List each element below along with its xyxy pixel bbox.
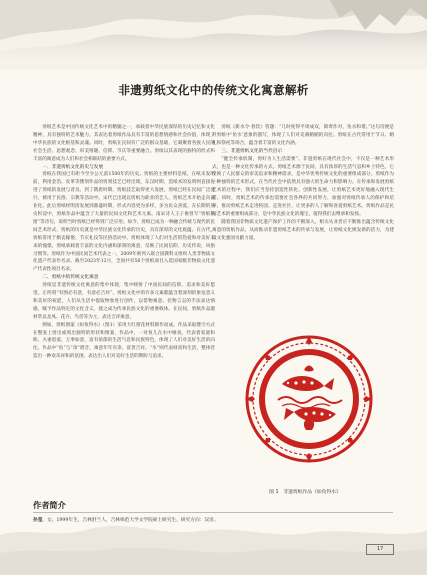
body-paragraph: 剪纸是非遗传统文化寓意的集中体现，集中映射了中国民间的信仰、追求和美好愿望。正所谓“有图必有意，有意必吉祥”。剪纸文化中的许多元素都蕴含着深刻的象征意义和美好的祝愿，人们从生活中提取物象进行创作，以借物寓意、托物言志的手法表达情感，赋予作品特定的文化含义，使之成为传承民族文化的重要载体。在民间，剪纸作品题材常以龙凤、花卉、鸟兽等为主，表达吉祥寓意。 [33, 283, 215, 320]
section-heading: 三、非遗剪纸文化的当代启示 [221, 148, 283, 154]
body-paragraph: 例如，剪纸图案《如鱼得水》（图1）采用大红窗花材料制作而成。作品采取镂空方式在整张上剪出或刻出独特的形状和图案，作品中，一对鱼儿在水中嬉戏，代表着家庭和睦、夫妻恩爱、万事如意，富有浓郁的生活气息和民族特色，体现了人们对美好生活的向往。作品中“鱼”与“余”谐音，寓意年年有余、富贵吉祥。“水”则代表财富和生活，整体营造出一种欢乐祥和的氛围，表达出人们对美好生活的期盼与追求。 [33, 322, 215, 360]
author-bio-text: ，女，1999年生，吉林舒兰人，吉林师范大学文学院硕士研究生，研究方向：汉语。 [42, 518, 219, 523]
section-heading: 一、非遗剪纸文化的史与发展 [42, 164, 104, 170]
body-paragraph: 剪纸艺术是中国传统文化艺术中的精髓之一，承载着中华民族深厚的历史记忆和文化精神，具有独特的艺术魅力。其表达着剪纸作品具有丰富的思想情感和社会价值，体现了中华民族的文化根基和灵魂。同时，剪纸在民间有广泛的群众基础，它凝聚着各族人民的社会生活、思想观念、审美情趣、信仰、节庆等重要融合。剪纸以其表现的独特的形式和丰富的寓意成为人们和社会相联结的重要方式。 [33, 125, 215, 162]
body-paragraph: 剪纸在我国已有距今至少公元前1500年的历史。剪纸的主要材料是纸，在纸未发明前，利用金箔、皮革等镂刻作品的剪刻技艺已经出现，东汉时期，造纸术的发明则直接促进了剪纸的发展与普及。到了隋唐时期，剪纸技艺取得更大发展，剪纸已经在民间广泛流行，被用于民俗、宗教等活动中。宋代已出现以剪纸为职业的艺人，剪纸艺术开始走向商业化。此后剪纸经明清发展到鼎盛时期，形式内容更为多样，多为民众喜爱。在长期的历史积淀中，剪纸作品中蕴含了大量的民间文化和艺术元素。南宋诗人王子俊曾写“剪纸粘窗”等诗句，说明当时剪纸已经得到广泛应用。如今，剪纸已成为一种融合传统与现代的民间艺术形式，剪纸的历史就是中华民族文化传承的历史，具有深厚的文化底蕴。在古代，剪纸常用于婚丧嫁娶、节庆礼仪等民俗活动中。剪纸体现了人们对生活的热爱和对美好未来的憧憬。剪纸承载着丰富的文化内涵和深刻的寓意，反映了民间信仰、历史传说、风俗习惯等。剪纸作为中国民间艺术代表之一，2009年被列入联合国教科文组织人类非物质文化遗产代表作名录。截至2023年12月，全国共有56个剪纸项目入选国家级非物质文化遗产代表性项目名录。 [33, 172, 215, 273]
author-divider [33, 512, 393, 513]
ink-mountain-header [0, 0, 427, 70]
author-bio [33, 517, 393, 524]
left-column [33, 124, 215, 361]
author-name: 孙莹 [33, 518, 43, 523]
author-heading: 作者简介 [33, 500, 66, 510]
right-column [212, 124, 394, 243]
page-number: 17 [366, 544, 394, 555]
body-paragraph: 剪纸《新水令·春饮》曾题：“几时度得平周成双，锦鸾作对，鱼水和谐。”这句诗便是对剪纸中‘鱼水’意象的描写，体现了人们对美满婚姻的向往。剪纸在古代常用于节日、婚礼和祭祀等场合，蕴含着丰富的文化内涵。 [212, 125, 394, 146]
article-title: 非遗剪纸文化中的传统文化寓意解析 [118, 83, 309, 97]
section-heading: 二、剪纸中的传统文化寓意 [42, 275, 99, 281]
ink-mountain-footer [0, 505, 427, 575]
body-paragraph: “健全传承机制，剪好为人生活需要”。非遗剪纸在现代社会中，不仅是一种艺术形式，也是一种文化传承的方式。剪纸艺术源于民间，具有浓厚的生活气息和乡土特色，它反映了人民群众的审美追求和精神需求，是中华优秀传统文化的重要组成部分。剪纸作为一种独特的艺术形式，在当代社会中依然具有强大的生命力和影响力。在传承和发展剪纸艺术的过程中，我们应当坚持创造性转化、创新性发展，让剪纸艺术更好地融入现代生活。同时，剪纸艺术的传承也需要社会各界的共同努力，加强对剪纸传承人的保护和培养，推动剪纸艺术走进校园、走进社区，让更多的人了解和喜爱剪纸艺术。剪纸作品是民间艺术的重要组成部分，是中华民族文化的瑰宝，值得我们去继承和发扬。 [212, 156, 394, 217]
paper-cut-figure [244, 334, 374, 464]
figure-caption: 图 1 非遗剪纸作品《如鱼得水》 [269, 490, 341, 495]
body-paragraph: 随着我国非物质文化遗产保护工作的不断深入，相关从业者应不断推出蕴含传统文化寓意的剪纸作品，从而推动非遗剪纸艺术的传承与发展，让剪纸文化焕发新的活力，为建设文化强国贡献力量。 [212, 219, 394, 241]
